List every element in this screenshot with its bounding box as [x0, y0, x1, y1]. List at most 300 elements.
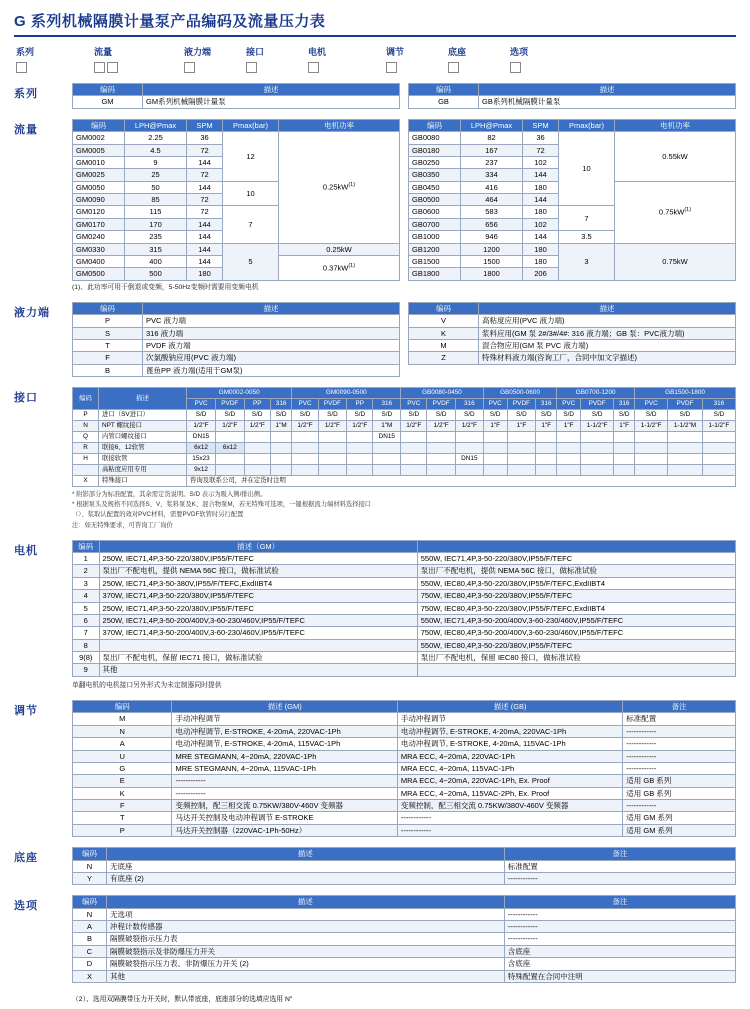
table-cell: K	[409, 327, 479, 339]
table-cell: 1/2"F	[187, 421, 216, 432]
table-cell	[244, 443, 270, 454]
table-cell: 电动冲程调节, E-STROKE, 4-20mA, 220VAC-1Ph	[397, 725, 622, 737]
table-row	[409, 96, 736, 108]
table-cell: GM0500	[73, 268, 125, 280]
pmax-cell: 7	[559, 206, 615, 231]
column-header: 编码	[409, 119, 461, 131]
table-cell	[635, 443, 668, 454]
table-cell: 82	[461, 132, 523, 144]
table-cell	[507, 432, 536, 443]
table-cell: 电动冲程调节, E-STROKE, 4-20mA, 115VAC-1Ph	[397, 738, 622, 750]
table-cell: 无底座	[107, 860, 505, 872]
material-header: PP	[244, 399, 270, 410]
table-cell: ------------	[397, 824, 622, 836]
code-selector-label: 底座	[448, 47, 467, 57]
table-cell: GM0090	[73, 194, 125, 206]
table-cell: 其他	[99, 664, 417, 676]
table-cell	[702, 443, 735, 454]
table-row	[73, 454, 736, 465]
table-cell: 72	[187, 144, 223, 156]
table-cell: F	[73, 800, 172, 812]
table-row	[73, 577, 736, 589]
table-cell: DN15	[455, 454, 483, 465]
table-row	[73, 664, 736, 676]
table-cell	[292, 443, 318, 454]
group-header: GB1500-1800	[635, 388, 736, 399]
power-cell: $0.75kW^{(1)}$	[615, 181, 736, 243]
table-row	[73, 872, 736, 884]
column-header: 描述	[107, 896, 505, 908]
material-header: PVC	[635, 399, 668, 410]
table-row	[73, 590, 736, 602]
table-cell: 隔膜破裂指示及非防爆压力开关	[107, 945, 505, 957]
code-selector-boxes	[16, 62, 94, 73]
code-selector-label: 流量	[94, 47, 113, 57]
table-cell	[292, 432, 318, 443]
table-cell: 102	[523, 156, 559, 168]
table-cell: 3	[73, 577, 100, 589]
table-cell	[581, 432, 614, 443]
table-cell: X	[73, 970, 107, 982]
code-selector-label: 选项	[510, 47, 529, 57]
table-cell: 36	[187, 132, 223, 144]
table-cell: GB0080	[409, 132, 461, 144]
table-cell	[635, 432, 668, 443]
table-cell: 400	[125, 255, 187, 267]
table-cell: 144	[187, 243, 223, 255]
table-cell: 25	[125, 169, 187, 181]
series-table-gb	[408, 83, 736, 109]
table-cell: T	[73, 812, 172, 824]
table-cell: ------------	[504, 933, 735, 945]
table-cell	[581, 454, 614, 465]
table-cell	[668, 454, 703, 465]
table-cell: 750W, IEC80,4P,3-50-220/380V,IP55/F/TEFC,ExdIIBT4	[417, 602, 735, 614]
table-cell	[483, 443, 507, 454]
code-input-box[interactable]	[94, 62, 105, 73]
column-header: 编码	[73, 388, 99, 410]
table-cell: GM0400	[73, 255, 125, 267]
table-cell	[614, 432, 635, 443]
table-row	[73, 421, 736, 432]
table-cell: 334	[461, 169, 523, 181]
table-cell: MRA ECC, 4~20mA, 115VAC-1Ph	[397, 762, 622, 774]
base-table	[72, 847, 736, 885]
column-header: 备注	[504, 896, 735, 908]
table-cell: S/D	[702, 410, 735, 421]
table-cell: 泵出厂不配电机，保留 IEC80 接口，做标准试验	[417, 652, 735, 664]
table-cell: D	[73, 958, 107, 970]
table-cell: GM0240	[73, 231, 125, 243]
code-selector-7	[510, 45, 568, 73]
table-cell: S/D	[318, 410, 347, 421]
table-cell: 15x23	[187, 454, 216, 465]
table-cell	[373, 465, 401, 476]
column-header: 备注	[504, 848, 735, 860]
table-cell: S/D	[216, 410, 245, 421]
table-cell: 含底座	[504, 945, 735, 957]
table-cell	[557, 454, 581, 465]
table-cell: 1/2"F	[318, 421, 347, 432]
table-cell	[581, 465, 614, 476]
table-cell	[668, 465, 703, 476]
table-cell	[318, 443, 347, 454]
table-row	[73, 96, 400, 108]
table-cell: 1"F	[557, 421, 581, 432]
table-cell: S/D	[536, 410, 557, 421]
table-cell: S/D	[292, 410, 318, 421]
code-input-box[interactable]	[16, 62, 27, 73]
table-cell: 144	[187, 181, 223, 193]
code-input-box[interactable]	[386, 62, 397, 73]
table-cell	[427, 432, 456, 443]
column-header: Pmax(bar)	[559, 119, 615, 131]
table-cell	[427, 454, 456, 465]
table-cell: 浆料应用(GM 泵 2#/3#/4#: 316 液力端；GB 泵：PVC液力端)	[479, 327, 736, 339]
column-header: 描述	[143, 84, 400, 96]
section-label-base: 底座	[14, 852, 38, 865]
table-cell: 1-1/2"F	[581, 421, 614, 432]
table-cell	[507, 465, 536, 476]
material-header: PVDF	[507, 399, 536, 410]
table-cell: P	[73, 315, 143, 327]
table-cell: ------------	[623, 762, 736, 774]
table-cell	[347, 443, 373, 454]
table-cell: 变频控制，配三相交流 0.75KW/380V-460V 变频器	[397, 800, 622, 812]
table-cell: F	[73, 352, 143, 364]
table-cell	[270, 465, 292, 476]
table-cell: 其他	[107, 970, 505, 982]
connection-note: * 根据泵头及规格不同选择S、V，浆料泵及K、混合物泵M，若无特殊可选项，一键根据流力端材料选择接口	[72, 501, 372, 509]
table-row	[73, 860, 736, 872]
table-cell	[536, 454, 557, 465]
table-cell	[635, 465, 668, 476]
page-title: G 系列机械隔膜计量泵产品编码及流量压力表	[14, 13, 326, 30]
column-header: 编码	[73, 302, 143, 314]
table-row	[73, 933, 736, 945]
material-header: PVC	[187, 399, 216, 410]
table-cell: V	[409, 315, 479, 327]
table-cell	[244, 432, 270, 443]
desc-cell: 进口（SV进口）	[99, 410, 187, 421]
power-cell: 0.25kW	[279, 243, 400, 255]
table-cell: 250W, IEC71,4P,3-50-200/400V,3-60-230/460V,IP55/F/TEFC	[99, 614, 417, 626]
table-cell: ------------	[172, 775, 397, 787]
pmax-cell: 5	[223, 243, 279, 280]
connection-note: * 附影部分为标准配置，其余需定货说明。S/D 表示为吸入侧/排出侧。	[72, 491, 267, 499]
pmax-cell: 3	[559, 243, 615, 280]
table-cell: 泵出厂不配电机，提供 NEMA 56C 接口，做标准试验	[99, 565, 417, 577]
table-cell: A	[73, 738, 172, 750]
material-header: PVDF	[216, 399, 245, 410]
table-cell: 1"M	[270, 421, 292, 432]
table-cell	[216, 432, 245, 443]
column-header: 编码	[73, 119, 125, 131]
connection-note: （）、浆取认配置的效对PVC材料，需要PVDF软管时另行配置	[72, 511, 244, 519]
table-cell	[401, 454, 427, 465]
table-cell: GM0010	[73, 156, 125, 168]
column-header	[417, 540, 735, 552]
table-cell: K	[73, 787, 172, 799]
material-header: PVDF	[581, 399, 614, 410]
table-cell	[401, 443, 427, 454]
table-cell: S/D	[614, 410, 635, 421]
code-input-box[interactable]	[510, 62, 521, 73]
table-cell: 583	[461, 206, 523, 218]
table-cell: S/D	[347, 410, 373, 421]
table-row	[73, 921, 736, 933]
column-header: 描述	[479, 84, 736, 96]
table-cell: 416	[461, 181, 523, 193]
code-selector-boxes	[308, 62, 386, 73]
table-row	[73, 908, 736, 920]
table-row	[73, 465, 736, 476]
code-input-box[interactable]	[308, 62, 319, 73]
code-selector-boxes	[386, 62, 448, 73]
code-input-box[interactable]	[246, 62, 257, 73]
table-cell: ------------	[504, 908, 735, 920]
table-cell: GB	[409, 96, 479, 108]
table-cell: U	[73, 750, 172, 762]
section-liquid-end	[14, 302, 736, 377]
column-header: SPM	[187, 119, 223, 131]
table-cell: 特殊材料液力端(咨询工厂，合同中加文字描述)	[479, 352, 736, 364]
table-cell: GB1200	[409, 243, 461, 255]
table-cell: B	[73, 933, 107, 945]
table-cell: 蓖鱼PP 液力端(适用于GM泵)	[143, 364, 400, 376]
table-cell: G	[73, 762, 172, 774]
table-cell: 1"F	[614, 421, 635, 432]
code-selector-boxes	[448, 62, 510, 73]
table-cell: 8	[73, 639, 100, 651]
table-cell: 167	[461, 144, 523, 156]
code-cell	[73, 465, 99, 476]
table-row	[73, 750, 736, 762]
table-row	[409, 339, 736, 351]
column-header: 描述	[479, 302, 736, 314]
table-cell: 144	[187, 255, 223, 267]
table-cell: T	[73, 339, 143, 351]
table-cell: S/D	[483, 410, 507, 421]
column-header: 编码	[73, 701, 172, 713]
table-cell: 370W, IEC71,4P,3-50-200/400V,3-60-230/460V,IP55/F/TEFC	[99, 627, 417, 639]
code-selector-0	[16, 45, 94, 73]
table-row	[73, 812, 736, 824]
table-cell	[557, 465, 581, 476]
table-cell: 无选项	[107, 908, 505, 920]
table-cell: GB0350	[409, 169, 461, 181]
title-bar	[14, 10, 736, 37]
table-cell: 次氯酸钠应用(PVC 液力端)	[143, 352, 400, 364]
code-cell: P	[73, 410, 99, 421]
table-cell: ------------	[623, 738, 736, 750]
table-cell: 隔膜破裂指示压力表、非防爆压力开关 (2)	[107, 958, 505, 970]
table-cell	[270, 432, 292, 443]
section-label-control: 调节	[14, 705, 38, 718]
table-row	[409, 352, 736, 364]
section-label-flow: 流量	[14, 123, 38, 136]
table-cell: 6	[73, 614, 100, 626]
table-cell	[292, 454, 318, 465]
table-cell	[318, 465, 347, 476]
table-cell	[614, 465, 635, 476]
material-header: PVDF	[318, 399, 347, 410]
table-cell	[507, 443, 536, 454]
table-cell: 9x12	[187, 465, 216, 476]
table-cell: 含底座	[504, 958, 735, 970]
table-row	[73, 800, 736, 812]
power-cell: $0.37kW^{(1)}$	[279, 255, 400, 280]
table-cell: GM	[73, 96, 143, 108]
table-cell: N	[73, 908, 107, 920]
table-cell: 500	[125, 268, 187, 280]
table-cell: 手动冲程调节	[172, 713, 397, 725]
code-selector-label: 调节	[386, 47, 405, 57]
table-cell	[99, 639, 417, 651]
table-cell: 咨询及联系公司，并在定货时注明	[187, 476, 736, 487]
table-cell	[373, 454, 401, 465]
column-header: 描述（GM）	[99, 540, 417, 552]
column-header: 电机功率	[279, 119, 400, 131]
connection-table	[72, 387, 736, 487]
connection-notes	[72, 489, 736, 530]
table-cell: ------------	[504, 921, 735, 933]
table-cell	[536, 443, 557, 454]
table-row	[73, 410, 736, 421]
table-cell: 144	[187, 218, 223, 230]
table-cell: 适用 GM 系列	[623, 824, 736, 836]
table-cell	[270, 443, 292, 454]
table-cell: 550W, IEC71,4P,3-50-220/380V,IP55/F/TEFC	[417, 553, 735, 565]
table-cell: 1/2"F	[347, 421, 373, 432]
table-row	[409, 315, 736, 327]
material-header: PP	[347, 399, 373, 410]
column-header: 描述 (GB)	[397, 701, 622, 713]
table-cell	[417, 664, 735, 676]
table-row	[73, 553, 736, 565]
table-row	[73, 315, 400, 327]
table-cell: GB1800	[409, 268, 461, 280]
table-cell: GM系列机械隔膜计量泵	[143, 96, 400, 108]
table-row	[73, 738, 736, 750]
table-cell: 变频控制，配三相交流 0.75KW/380V-460V 变频器	[172, 800, 397, 812]
motor-table	[72, 540, 736, 677]
section-motor	[14, 540, 736, 690]
table-cell: S/D	[635, 410, 668, 421]
table-cell: 9(8)	[73, 652, 100, 664]
table-cell: S/D	[270, 410, 292, 421]
control-table	[72, 700, 736, 837]
section-series	[14, 83, 736, 109]
pmax-cell: 3.5	[559, 231, 615, 243]
table-cell	[292, 465, 318, 476]
table-cell: S	[73, 327, 143, 339]
code-selector-boxes	[184, 62, 246, 73]
table-cell: ------------	[504, 872, 735, 884]
column-header: Pmax(bar)	[223, 119, 279, 131]
table-cell	[373, 443, 401, 454]
table-cell: 946	[461, 231, 523, 243]
table-row	[73, 627, 736, 639]
table-cell	[270, 454, 292, 465]
table-cell: 混合物应用(GM 泵 PVC 液力端)	[479, 339, 736, 351]
table-cell: 250W, IEC71,4P,3-50-220/380V,IP55/F/TEFC	[99, 553, 417, 565]
flow-table-gm	[72, 119, 400, 292]
table-cell	[427, 465, 456, 476]
table-row	[73, 970, 736, 982]
column-header: SPM	[523, 119, 559, 131]
code-selector-4	[308, 45, 386, 73]
table-cell: GM0330	[73, 243, 125, 255]
table-row	[73, 725, 736, 737]
flow-note-gm: (1)、此功率可用于倒退或变频，5-50Hz变频时需要用变频电机	[72, 283, 259, 291]
table-cell	[347, 465, 373, 476]
table-cell: GB系列机械隔膜计量泵	[479, 96, 736, 108]
column-header: 编码	[73, 540, 100, 552]
table-cell: GM0050	[73, 181, 125, 193]
table-cell: 1/2"F	[455, 421, 483, 432]
table-cell: 316 液力端	[143, 327, 400, 339]
group-header: GB0700-1200	[557, 388, 635, 399]
table-row	[73, 602, 736, 614]
table-cell: 144	[523, 231, 559, 243]
table-cell: 237	[461, 156, 523, 168]
table-cell	[614, 454, 635, 465]
table-cell	[536, 432, 557, 443]
table-cell	[347, 454, 373, 465]
code-selector-6	[448, 45, 510, 73]
table-cell: 1"M	[373, 421, 401, 432]
table-cell: 250W, IEC71,4P,3-50-220/380V,IP55/F/TEFC	[99, 602, 417, 614]
desc-cell: NPT 螺纹接口	[99, 421, 187, 432]
section-label-series: 系列	[14, 88, 38, 100]
code-selector-label: 液力端	[184, 47, 212, 57]
table-cell: S/D	[507, 410, 536, 421]
table-cell: 1/2"F	[427, 421, 456, 432]
table-row	[73, 958, 736, 970]
table-cell: GM0005	[73, 144, 125, 156]
table-cell: 1800	[461, 268, 523, 280]
table-cell: B	[73, 364, 143, 376]
table-cell	[668, 443, 703, 454]
option-footnote: （2）、选用双隔膜带压力开关时，默认带底座，底座部分的选填应选用 N"	[72, 995, 293, 1003]
table-row	[73, 775, 736, 787]
table-cell: GB0600	[409, 206, 461, 218]
table-cell	[455, 465, 483, 476]
table-cell: ------------	[623, 750, 736, 762]
table-row	[73, 762, 736, 774]
table-cell: 235	[125, 231, 187, 243]
table-cell: 170	[125, 218, 187, 230]
table-cell	[347, 432, 373, 443]
table-cell: 144	[187, 156, 223, 168]
code-input-box[interactable]	[107, 62, 118, 73]
table-cell	[507, 454, 536, 465]
table-cell: 250W, IEC71,4P,3-50-380V,IP55/F/TEFC,ExdIIBT4	[99, 577, 417, 589]
table-cell: 7	[73, 627, 100, 639]
table-cell: GB0450	[409, 181, 461, 193]
table-cell	[318, 454, 347, 465]
column-header: 编码	[73, 84, 143, 96]
code-input-box[interactable]	[448, 62, 459, 73]
code-input-box[interactable]	[184, 62, 195, 73]
table-cell: GB0700	[409, 218, 461, 230]
table-cell	[557, 432, 581, 443]
desc-cell: 联接6、12软管	[99, 443, 187, 454]
table-cell: 750W, IEC80,4P,3-50-200/400V,3-60-230/460V,IP55/F/TEFC	[417, 627, 735, 639]
table-row	[73, 132, 400, 144]
table-cell: 4.5	[125, 144, 187, 156]
